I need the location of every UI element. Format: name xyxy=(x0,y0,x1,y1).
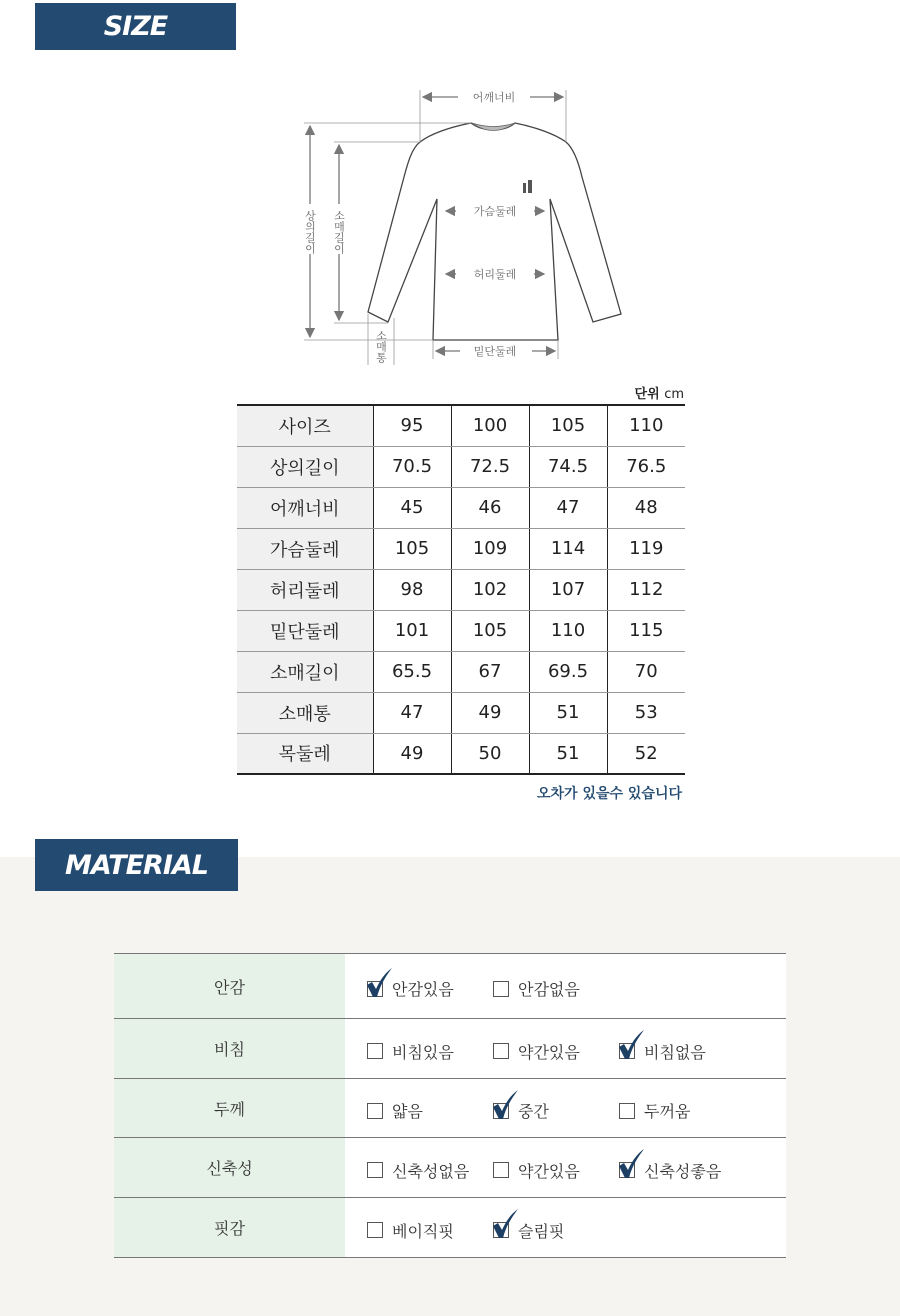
size-table xyxy=(237,404,685,775)
measurement-label: 소매통 xyxy=(237,692,373,733)
checked-checkbox-icon xyxy=(619,1162,635,1178)
measurement-value: 51 xyxy=(529,692,607,733)
material-option xyxy=(619,1099,690,1122)
measurement-value: 112 xyxy=(607,569,685,610)
measurement-value: 47 xyxy=(529,487,607,528)
checkbox-icon xyxy=(367,1043,383,1059)
material-option-label: 베이직핏 xyxy=(392,1221,454,1241)
size-table-row xyxy=(237,610,685,651)
checkbox-icon xyxy=(367,1103,383,1119)
material-option-label: 신축성좋음 xyxy=(644,1161,722,1181)
measurement-value: 47 xyxy=(373,692,451,733)
unit-value: cm xyxy=(664,387,684,402)
material-option-label: 약간있음 xyxy=(518,1042,580,1062)
material-option-label: 비침없음 xyxy=(644,1042,706,1062)
checkbox-icon xyxy=(493,1043,509,1059)
material-option xyxy=(493,1040,580,1063)
material-option xyxy=(493,977,580,1000)
measurement-value: 74.5 xyxy=(529,446,607,487)
measurement-label: 가슴둘레 xyxy=(237,528,373,569)
material-option xyxy=(619,1040,706,1063)
checkbox-icon xyxy=(367,1162,383,1178)
collar-fill xyxy=(472,123,515,131)
material-option-label: 두꺼움 xyxy=(644,1102,691,1121)
material-row-label: 신축성 xyxy=(114,1138,345,1198)
material-option-label: 안감있음 xyxy=(392,980,454,999)
hem-label: 밑단둘레 xyxy=(473,345,517,358)
material-option-label: 비침있음 xyxy=(392,1042,454,1062)
measurement-label: 밑단둘레 xyxy=(237,610,373,651)
measurement-value: 102 xyxy=(451,569,529,610)
material-row xyxy=(114,954,786,1019)
measurement-value: 50 xyxy=(451,733,529,774)
sleeve-length-label: 소매길이 xyxy=(332,210,346,254)
size-header-cell: 100 xyxy=(451,405,529,446)
material-options-cell xyxy=(345,1138,786,1198)
material-table xyxy=(114,953,786,1258)
measurement-label: 목둘레 xyxy=(237,733,373,774)
measurement-value: 53 xyxy=(607,692,685,733)
checked-checkbox-icon xyxy=(493,1222,509,1238)
measurement-value: 69.5 xyxy=(529,651,607,692)
size-table-row xyxy=(237,569,685,610)
size-table-row xyxy=(237,651,685,692)
material-option xyxy=(367,1219,454,1242)
measurement-value: 65.5 xyxy=(373,651,451,692)
measurement-label: 어깨너비 xyxy=(237,487,373,528)
measurement-value: 98 xyxy=(373,569,451,610)
size-table-body xyxy=(237,405,685,774)
size-header-label: 사이즈 xyxy=(237,405,373,446)
checkmark-icon xyxy=(617,1149,645,1179)
material-options-cell xyxy=(345,1019,786,1079)
size-table-row xyxy=(237,446,685,487)
material-row xyxy=(114,1019,786,1079)
tolerance-note: 오차가 있을수 있습니다 xyxy=(537,786,682,802)
material-option xyxy=(493,1219,564,1242)
material-option xyxy=(367,1040,454,1063)
material-option xyxy=(367,977,454,1000)
brand-logo-icon xyxy=(523,180,532,193)
material-row xyxy=(114,1079,786,1138)
checkmark-icon xyxy=(491,1090,519,1120)
measurement-value: 45 xyxy=(373,487,451,528)
unit-label xyxy=(635,383,684,402)
chest-label: 가슴둘레 xyxy=(473,205,517,218)
sleeve-width-label: 소매통 xyxy=(374,330,388,363)
checkmark-icon xyxy=(365,968,393,998)
measurement-value: 115 xyxy=(607,610,685,651)
material-option-label: 신축성없음 xyxy=(392,1161,470,1181)
measurement-value: 70 xyxy=(607,651,685,692)
size-header-row xyxy=(237,405,685,446)
material-options-cell xyxy=(345,1079,786,1138)
measurement-value: 51 xyxy=(529,733,607,774)
measurement-value: 105 xyxy=(451,610,529,651)
checkbox-icon xyxy=(367,1222,383,1238)
measurement-value: 67 xyxy=(451,651,529,692)
checked-checkbox-icon xyxy=(493,1103,509,1119)
measurement-value: 119 xyxy=(607,528,685,569)
measurement-value: 101 xyxy=(373,610,451,651)
material-option xyxy=(367,1159,469,1182)
material-section-title: MATERIAL xyxy=(35,839,238,891)
checkmark-icon xyxy=(617,1030,645,1060)
material-row-label: 비침 xyxy=(114,1019,345,1079)
measurement-value: 105 xyxy=(373,528,451,569)
material-option-label: 슬림핏 xyxy=(518,1221,565,1241)
material-table-body xyxy=(114,954,786,1258)
size-table-row xyxy=(237,487,685,528)
size-header-cell: 105 xyxy=(529,405,607,446)
garment-measurement-diagram xyxy=(290,82,640,372)
measurement-label: 소매길이 xyxy=(237,651,373,692)
size-header-cell: 95 xyxy=(373,405,451,446)
checkmark-icon xyxy=(491,1209,519,1239)
size-table-row xyxy=(237,733,685,774)
material-option-label: 약간있음 xyxy=(518,1161,580,1181)
material-row xyxy=(114,1138,786,1198)
material-row-label: 두께 xyxy=(114,1079,345,1138)
checkbox-icon xyxy=(493,981,509,997)
measurement-value: 76.5 xyxy=(607,446,685,487)
checked-checkbox-icon xyxy=(619,1043,635,1059)
total-length-label: 상의길이 xyxy=(303,210,317,254)
measurement-value: 70.5 xyxy=(373,446,451,487)
measurement-value: 48 xyxy=(607,487,685,528)
material-option xyxy=(493,1099,549,1122)
measurement-label: 허리둘레 xyxy=(237,569,373,610)
material-row-label: 안감 xyxy=(114,954,345,1019)
measurement-value: 107 xyxy=(529,569,607,610)
material-row-label: 핏감 xyxy=(114,1198,345,1258)
shirt-outline xyxy=(368,123,621,340)
measurement-label: 상의길이 xyxy=(237,446,373,487)
measurement-value: 109 xyxy=(451,528,529,569)
material-option-label: 안감없음 xyxy=(518,980,580,999)
measurement-value: 49 xyxy=(451,692,529,733)
material-options-cell xyxy=(345,1198,786,1258)
checked-checkbox-icon xyxy=(367,981,383,997)
measurement-value: 49 xyxy=(373,733,451,774)
shoulder-label: 어깨너비 xyxy=(472,91,516,104)
material-option xyxy=(619,1159,721,1182)
size-header-cell: 110 xyxy=(607,405,685,446)
material-options-cell xyxy=(345,954,786,1019)
measurement-value: 114 xyxy=(529,528,607,569)
material-row xyxy=(114,1198,786,1258)
checkbox-icon xyxy=(619,1103,635,1119)
size-table-row xyxy=(237,528,685,569)
measurement-value: 110 xyxy=(529,610,607,651)
measurement-value: 72.5 xyxy=(451,446,529,487)
waist-label: 허리둘레 xyxy=(473,268,517,281)
size-table-row xyxy=(237,692,685,733)
size-section-title: SIZE xyxy=(35,3,236,50)
material-option xyxy=(493,1159,580,1182)
material-option-label: 얇음 xyxy=(392,1102,423,1121)
measurement-value: 46 xyxy=(451,487,529,528)
material-option xyxy=(367,1099,423,1122)
unit-prefix: 단위 xyxy=(634,387,660,402)
material-option-label: 중간 xyxy=(518,1102,549,1121)
measurement-value: 52 xyxy=(607,733,685,774)
checkbox-icon xyxy=(493,1162,509,1178)
